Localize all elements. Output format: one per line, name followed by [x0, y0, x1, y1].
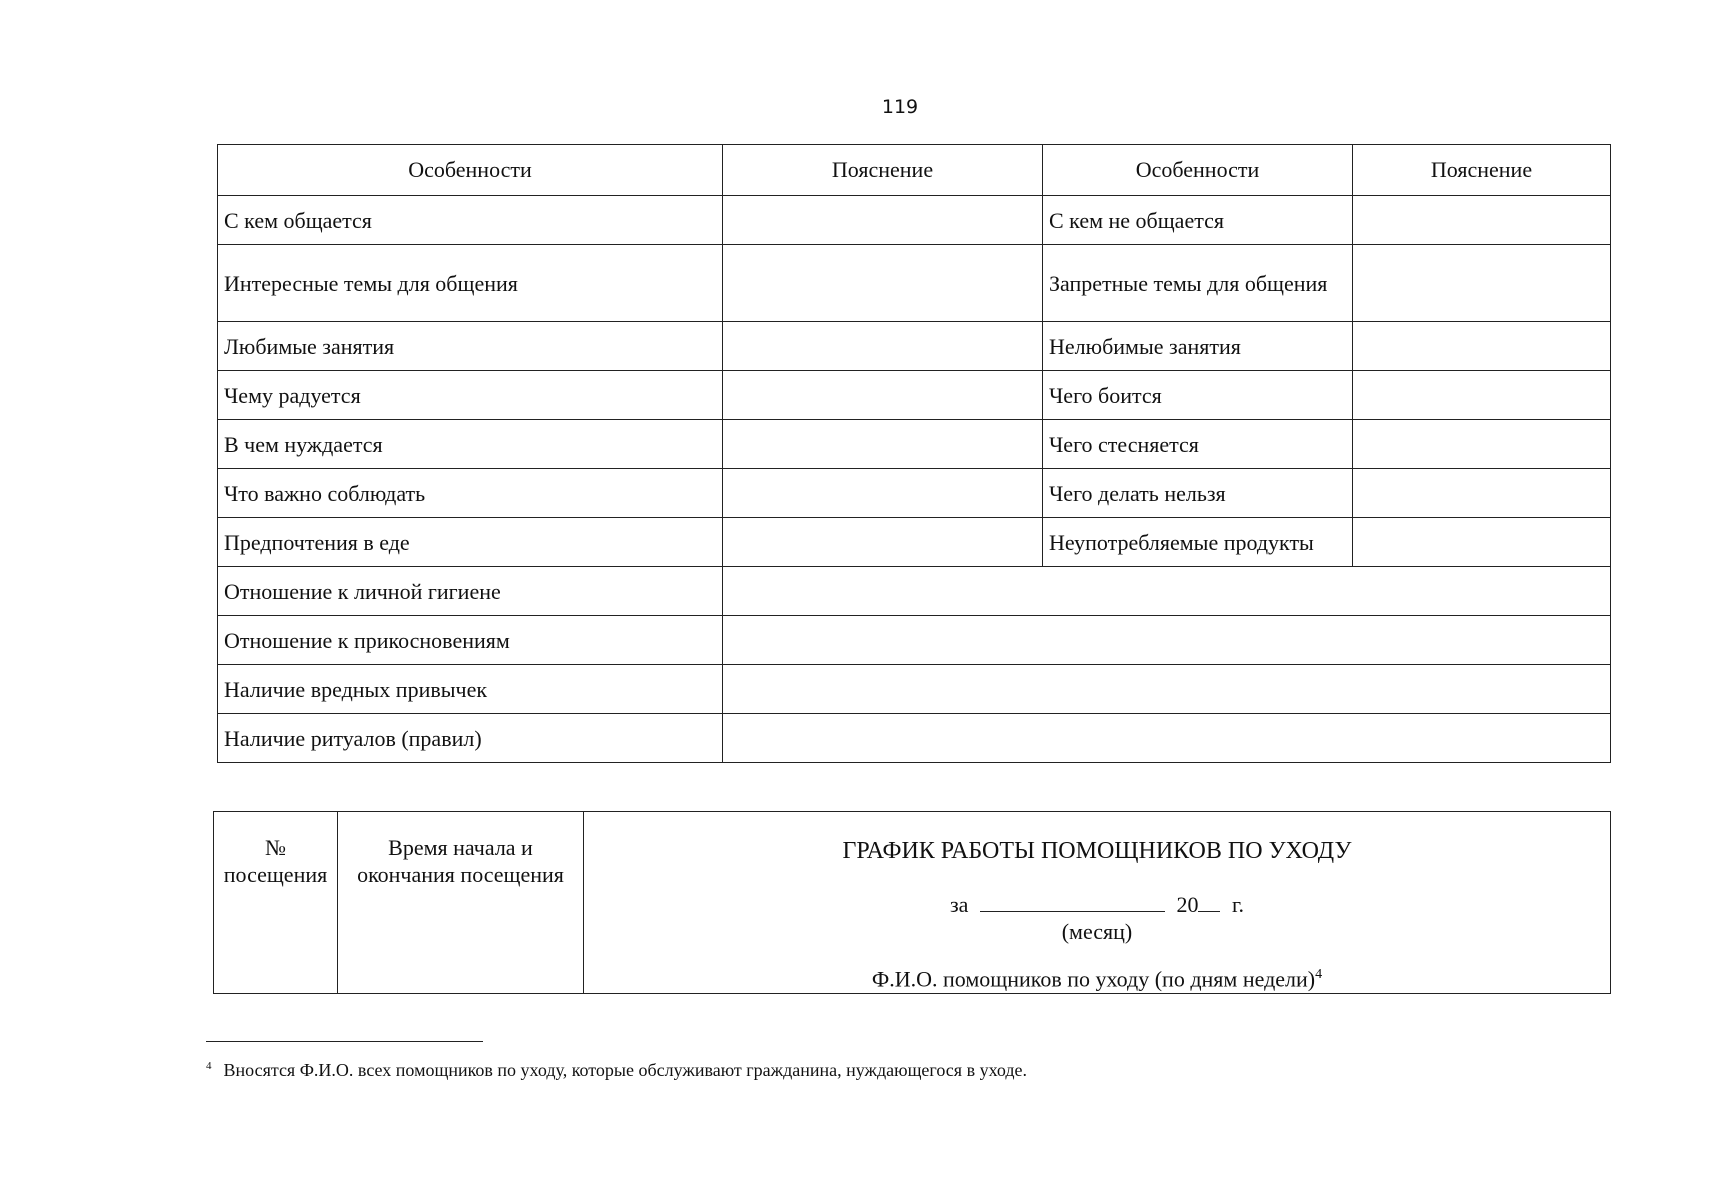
feature-label: Интересные темы для общения	[218, 245, 723, 322]
feature-label: Наличие ритуалов (правил)	[218, 714, 723, 763]
header-features-left: Особенности	[218, 145, 723, 196]
table-row	[218, 371, 1611, 420]
feature-label: Что важно соблюдать	[218, 469, 723, 518]
table-row	[218, 469, 1611, 518]
explanation-cell[interactable]	[723, 714, 1611, 763]
year-prefix: 20	[1176, 892, 1199, 917]
table-row	[218, 420, 1611, 469]
period-prefix: за	[949, 892, 969, 917]
explanation-cell[interactable]	[723, 196, 1043, 245]
explanation-cell[interactable]	[723, 518, 1043, 567]
feature-label: Наличие вредных привычек	[218, 665, 723, 714]
feature-label: Чего стесняется	[1043, 420, 1353, 469]
table-row	[218, 518, 1611, 567]
features-header-row	[218, 145, 1611, 196]
table-row	[218, 714, 1611, 763]
explanation-cell[interactable]	[723, 567, 1611, 616]
names-caption-text: Ф.И.О. помощников по уходу (по дням недели)	[871, 966, 1316, 992]
explanation-cell[interactable]	[1353, 371, 1611, 420]
year-suffix: г.	[1231, 892, 1244, 917]
feature-label: В чем нуждается	[218, 420, 723, 469]
explanation-cell[interactable]	[723, 322, 1043, 371]
feature-label: Чего делать нельзя	[1043, 469, 1353, 518]
features-table	[217, 144, 1611, 763]
names-caption	[585, 961, 1609, 992]
feature-label: Предпочтения в еде	[218, 518, 723, 567]
header-explanation-right: Пояснение	[1353, 145, 1611, 196]
month-blank-field[interactable]	[980, 893, 1165, 912]
footnote-reference[interactable]: 4	[1315, 967, 1323, 982]
feature-label: Чего боится	[1043, 371, 1353, 420]
feature-label: Отношение к личной гигиене	[218, 567, 723, 616]
schedule-title: ГРАФИК РАБОТЫ ПОМОЩНИКОВ ПО УХОДУ	[842, 838, 1352, 864]
feature-label: С кем общается	[218, 196, 723, 245]
table-row	[218, 196, 1611, 245]
explanation-cell[interactable]	[1353, 518, 1611, 567]
page-number: 119	[881, 96, 919, 118]
table-row	[218, 616, 1611, 665]
explanation-cell[interactable]	[1353, 322, 1611, 371]
schedule-title-cell	[584, 812, 1611, 994]
explanation-cell[interactable]	[1353, 469, 1611, 518]
table-row	[218, 322, 1611, 371]
explanation-cell[interactable]	[723, 469, 1043, 518]
header-features-right: Особенности	[1043, 145, 1353, 196]
explanation-cell[interactable]	[1353, 420, 1611, 469]
explanation-cell[interactable]	[1353, 196, 1611, 245]
month-caption: (месяц)	[1061, 919, 1133, 944]
footnote-divider	[206, 1041, 483, 1042]
feature-label: Запретные темы для общения	[1043, 245, 1353, 322]
footnote-text: Вносятся Ф.И.О. всех помощников по уходу, которые обслуживают гражданина, нуждающегося в уходе.	[223, 1060, 1028, 1080]
feature-label: Неупотребляемые продукты	[1043, 518, 1353, 567]
explanation-cell[interactable]	[723, 245, 1043, 322]
feature-label: Отношение к прикосновениям	[218, 616, 723, 665]
feature-label: Любимые занятия	[218, 322, 723, 371]
schedule-period	[585, 891, 1609, 918]
visit-time-header: Время начала и окончания посещения	[338, 812, 584, 994]
table-row	[218, 567, 1611, 616]
year-blank-field[interactable]	[1198, 893, 1220, 912]
explanation-cell[interactable]	[723, 420, 1043, 469]
footnote	[206, 1060, 1027, 1081]
footnote-mark: 4	[206, 1060, 212, 1072]
explanation-cell[interactable]	[723, 665, 1611, 714]
visit-number-header: № посещения	[214, 812, 338, 994]
explanation-cell[interactable]	[1353, 245, 1611, 322]
feature-label: С кем не общается	[1043, 196, 1353, 245]
explanation-cell[interactable]	[723, 371, 1043, 420]
header-explanation-left: Пояснение	[723, 145, 1043, 196]
table-row	[218, 245, 1611, 322]
schedule-table	[213, 811, 1611, 994]
table-row	[218, 665, 1611, 714]
explanation-cell[interactable]	[723, 616, 1611, 665]
feature-label: Чему радуется	[218, 371, 723, 420]
schedule-header-row	[214, 812, 1611, 994]
feature-label: Нелюбимые занятия	[1043, 322, 1353, 371]
